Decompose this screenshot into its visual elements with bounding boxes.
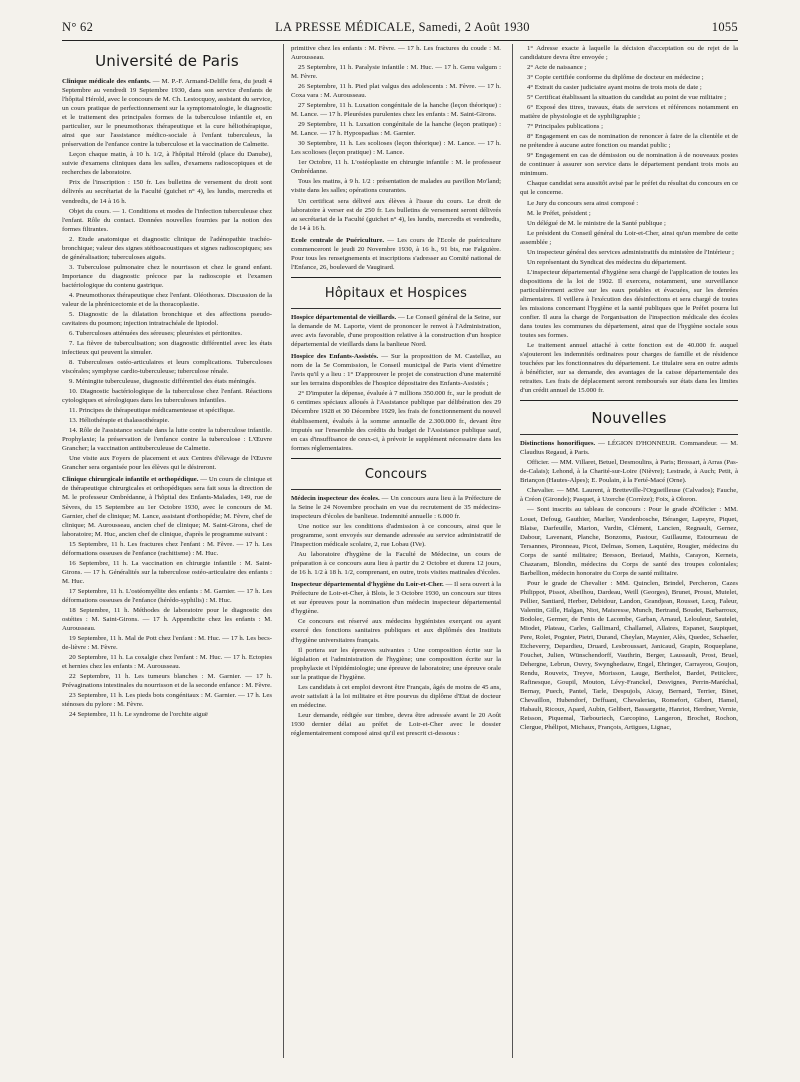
- article-heading: [291, 236, 501, 272]
- paragraph: Tous les matins, à 9 h. 1/2 : présentation de malades au pavillon Mo'land; visite dans les salles; opérations courantes.: [291, 178, 501, 195]
- section-rule: [291, 489, 501, 490]
- section-title-universite: Université de Paris: [95, 52, 239, 70]
- paragraph: — Sont inscrits au tableau de concours : Pour le grade d'Officier : MM. Louet, Defoug, Gauthier, Marlier, Vandenbosche, Béranger, Lapeyre, Piquet, Blaise, Darfeuille, Marion, Vardin, Clément, Lancien, Regnault, Gernez, Dabour, Lavenant, Planche, Bonzoms, Pastour, Guillaume, Estourneau de Tersannes, Pironneau, Picot, Delmas, Somen, Laquière, Rougier, médecins du Corps de santé militaire; Bresson, Breiaud, Mathis, Carayon, Kerneis, Chazaram, Blondin, médecins du Corps de santé des troupes coloniales; Barbellion, médecin honoraire du Corps de santé militaire.: [520, 506, 738, 577]
- paragraph: Au laboratoire d'hygiène de la Faculté de Médecine, un cours de préparation à ce concours aura lieu à partir du 2 Octobre et durera 12 jours, de 16 h. 1/2 à 18 h. 1/2, comprenant, en outre, trois visites matinales d'écoles.: [291, 551, 501, 577]
- paragraph: Un représentant du Syndicat des médecins du département.: [527, 258, 687, 266]
- article-lead: — Sur la proposition de M. Castellaz, au nom de la 5e Commission, le Conseil municipal de Paris vient d'émettre l'avis qu'il y a lieu : 1° D'approuver le projet de construction d'une maternité sur les terrains disponibles de l'hospice dépositaire des Enfants-Assistés ;: [291, 353, 501, 388]
- paragraph: M. le Préfet, président ;: [527, 209, 591, 217]
- paragraph: 20 Septembre, 11 h. La coxalgie chez l'enfant : M. Huc. — 17 h. Ectopies et hernies chez les enfants : M. Aurousseau.: [62, 654, 272, 671]
- heading-text: Distinctions honorifiques.: [520, 440, 596, 448]
- article-heading: [520, 439, 738, 457]
- list-item: 4° Extrait du casier judiciaire ayant moins de trois mois de date ;: [527, 84, 702, 92]
- article-heading: [291, 580, 501, 616]
- heading-text: Inspecteur départemental d'hygiène du Loir-et-Cher.: [291, 581, 444, 589]
- article-lead: — Un concours aura lieu à la Préfecture de la Seine le 24 Novembre prochain en vue du recrutement de 35 médecins-inspecteurs d'écoles de banlieue. Indemnité annuelle : 6.000 fr.: [291, 495, 501, 521]
- section-rule: [291, 277, 501, 278]
- column-divider: [512, 44, 513, 1058]
- paragraph: Pour le grade de Chevalier : MM. Quinclen, Brindel, Percheron, Cazes Philippot, Pissot, Abeilhou, Dardeau, Weill (Georges), Brunet, Proust, Mutelet, Pellier, Santiard, Herber, Debidour, Landon, Grandjean, Rousset, Lecq, Faleur, Valentin, Gille, Halgan, Niot, Maisresse, Munch, Bertrand, Boudet, Barbarroux, Bodolec, Germer, de Fenis de Lacombe, Garban, Arnaud, Lelouleur, Sautelet, Miodet, Plateau, Carles, Gallimard, Challamel, Allaires, Espanet, Saupiquet, Pere, Rolet, Pognier, Pietri, Durand, Cheylan, Maynier, Alès, Quedec, Schaefer, Etcheverry, Depardieu, Druard, Lesbroussart, Janicaud, Grapin, Roqueplane, Fouchet, Julien, Wünschendorff, Vauthrin, Berger, Laussault, Prost, Bruel, Dehergne, Lebrun, Ouvry, Swynghedauw, Engel, Ehringer, Carrayrou, Goujon, Rendu, Rouveix, Treyve, Morisson, Lauge, Berthelot, Bardet, Petitclerc, Rafinesque, Goupil, Mouton, Lévy-Franckel, Desvignes, Perrin-Maréchal, Bernay, Puech, Pantel, Tarle, Despujols, Aicay, Bernard, Terrier, Binet, Chevaillon, Hubendorf, Deffuant, Chevalerias, Romefort, Gibert, Hamel, Habault, Ricoux, Apard, Aubin, Gelibert, Bassargette, Hanriot, Herdner, Vernie, Reisson, Piquemal, Tarbouriech, Carcopino, Langeron, Brochet, Rochon, Clergue, Phélipot, Michaux, François, Artigues, Lignac,: [520, 579, 738, 732]
- paragraph: 22 Septembre, 11 h. Les tumeurs blanches : M. Garnier. — 17 h. Prévaginations intestinales du nourrisson et de la seconde enfance : M. Fèvre.: [62, 673, 272, 690]
- paragraph: Leçon chaque matin, à 10 h. 1/2, à l'hôpital Hérold (place du Danube), suivie d'examens cliniques dans les salles, d'examens radioscopiques et de recherches de laboratoire.: [62, 151, 272, 177]
- paragraph: 15 Septembre, 11 h. Les fractures chez l'enfant : M. Fèvre. — 17 h. Les déformations osseuses de l'enfance (rachitisme) : M. Huc.: [62, 540, 272, 557]
- article-heading: [62, 77, 272, 149]
- article-lead: — Les cours de l'Ecole de puériculture commenceront le jeudi 20 Novembre 1930, à 16 h., 91 bis, rue Falguière. Pour tous les renseignements et inscriptions s'adresser au Comité national de l'Enfance, 26, boulevard de Vaugirard.: [291, 236, 501, 271]
- paragraph: Chaque candidat sera aussitôt avisé par le préfet du résultat du concours en ce qui le concerne.: [520, 180, 738, 197]
- paragraph: 1er Octobre, 11 h. L'ostéoplastie en chirurgie infantile : M. le professeur Ombrédanne.: [291, 159, 501, 176]
- paragraph: 17 Septembre, 11 h. L'ostéomyélite des enfants : M. Garnier. — 17 h. Les déformations osseuses de l'enfance (hérédo-syphilis) : M. Huc.: [62, 587, 272, 604]
- list-item: 1° Adresse exacte à laquelle la décision d'acceptation ou de rejet de la candidature devra être envoyée ;: [520, 45, 738, 62]
- section-rule: [520, 434, 738, 435]
- article-lead: — Il sera ouvert à la Préfecture de Loir-et-Cher, à Blois, le 3 Octobre 1930, un concours sur titres et sur épreuves pour la nomination d'un médecin inspecteur départemental d'hygiène.: [291, 581, 501, 616]
- paragraph: 25 Septembre, 11 h. Paralysie infantile : M. Huc. — 17 h. Genu valgum : M. Fèvre.: [291, 64, 501, 81]
- paragraph: 11. Principes de thérapeutique médicamenteuse et spécifique.: [69, 407, 235, 415]
- section-rule: [291, 308, 501, 309]
- paragraph: Ce concours est réservé aux médecins hygiénistes exerçant ou ayant exercé des fonctions sanitaires publiques et aux diplômés des Instituts d'hygiène universitaires français.: [291, 618, 501, 644]
- paragraph: Le président du Conseil général du Loir-et-Cher, ainsi qu'un membre de cette assemblée ;: [520, 229, 738, 246]
- article-lead: — M. P.-F. Armand-Delille fera, du jeudi 4 Septembre au vendredi 19 Septembre 1930, dans son service d'enfants de l'hôpital Hérold, avec le concours de M. Ch. Lestocquoy, assistant du service, un cours pratique de perfectionnement sur la symptomatologie, le diagnostic et le traitement des principales formes de la tuberculose infantile et, en particulier, sur le pneumothorax thérapeutique et la cure héliothérapique, ainsi que sur l'assistance médico-sociale à l'enfant tuberculeux, la préservation de l'enfance contre la tuberculose et la vaccination de Calmette.: [62, 78, 272, 149]
- paragraph: Un délégué de M. le ministre de la Santé publique ;: [527, 219, 666, 227]
- paragraph: Officier. — MM. Villaret, Betuel, Desmoulins, à Paris; Brossart, à Arras (Pas-de-Calais); Lehond, à la Charité-sur-Loire (Nièvre); Lestrade, à Auch; Petit, à Briançon (Hautes-Alpes); E. Poulain, à la Ferté-Macé (Orne).: [520, 459, 738, 485]
- paragraph: 26 Septembre, 11 h. Pied plat valgus des adolescents : M. Fèvre. — 17 h. Coxa vara : M. Aurousseau.: [291, 83, 501, 100]
- paragraph: 8. Tuberculoses ostéo-articulaires et leurs complications. Tuberculoses viscérales; symphyse cardio-tuberculeuse; tuberculose rénale.: [62, 359, 272, 376]
- article-heading: [291, 352, 501, 388]
- paragraph: Une notice sur les conditions d'admission à ce concours, ainsi que le programme, sont envoyés sur demande adressée au service administratif de l'Inspection médicale scolaire, 2, rue Lobau (IVe).: [291, 523, 501, 549]
- article-heading: [62, 475, 272, 538]
- paragraph: Le Jury du concours sera ainsi composé :: [527, 199, 639, 207]
- paragraph: L'inspecteur départemental d'hygiène sera chargé de l'application de toutes les dispositions de la loi de 1902. Il exercera, notamment, une surveillance particulièrement active sur les eaux potables et évacuées, sur les denrées alimentaires. Il veillera à l'exécution des désinfections et sera chargé de toutes les missions concernant l'hygiène et la santé publiques que le Préfet pourra lui confier. Il aura la charge de l'organisation de l'inspection médicale des écoles dans toutes les communes du département, ainsi que de l'hygiène sociale sous toutes ses formes.: [520, 268, 738, 339]
- column-divider: [283, 44, 284, 1058]
- section-title-concours: Concours: [364, 466, 428, 482]
- section-title-nouvelles: Nouvelles: [591, 409, 667, 428]
- paragraph: primitive chez les enfants : M. Fèvre. — 17 h. Les fractures du coude : M. Aurousseau.: [291, 45, 501, 62]
- paragraph: Le traitement annuel attaché à cette fonction est de 40.000 fr. auquel s'ajouteront les indemnités ordinaires pour charges de famille et de résidence touchées par les fonctionnaires du département. Le titulaire sera en outre admis à bénéficier, sur sa demande, des avantages de la caisse départementale des retraites. Les frais de déplacement seront remboursés sur états dans les limites d'un crédit annuel de 15.000 fr.: [520, 341, 738, 395]
- paragraph: Prix de l'inscription : 150 fr. Les bulletins de versement du droit sont délivrés au secrétariat de la Faculté (guichet n° 4), les lundis, mercredis et vendredis, de 14 à 16 h.: [62, 179, 272, 205]
- article-heading: [291, 313, 501, 349]
- paragraph: 29 Septembre, 11 h. Luxation congénitale de la hanche (leçon pratique) : M. Lance. — 17 h. Hypospadias : M. Garnier.: [291, 121, 501, 138]
- paragraph: 4. Pneumothorax thérapeutique chez l'enfant. Oléothorax. Discussion de la valeur de la phrénicectomie et de la thoracoplastie.: [62, 291, 272, 308]
- paragraph: 27 Septembre, 11 h. Luxation congénitale de la hanche (leçon théorique) : M. Lance. — 17 h. Pleurésies purulentes chez les enfants : M. Saint-Girons.: [291, 102, 501, 119]
- paragraph: 6. Tuberculoses atténuées des séreuses; pleurésies et péritonites.: [69, 329, 243, 337]
- journal-title: LA PRESSE MÉDICALE, Samedi, 2 Août 1930: [275, 20, 530, 34]
- paragraph: Objet du cours. — 1. Conditions et modes de l'infection tuberculeuse chez l'enfant. Rôle du contact. Données nouvelles fournies par la notion des formes filtrantes.: [62, 207, 272, 233]
- heading-text: Ecole centrale de Puériculture.: [291, 236, 385, 244]
- column-2: [291, 44, 501, 1062]
- heading-text: Hospice des Enfants-Assistés.: [291, 353, 379, 361]
- header-rule: [62, 40, 738, 41]
- article-heading: [291, 494, 501, 521]
- paragraph: 10. Diagnostic bactériologique de la tuberculose chez l'enfant. Réactions cytologiques et sérologiques dans les tuberculoses infantiles.: [62, 388, 272, 405]
- article-lead: — LÉGION D'HONNEUR. Commandeur. — M. Claudius Regaud, à Paris.: [520, 440, 738, 457]
- list-item: 5° Certificat établissant la situation du candidat au point de vue militaire ;: [527, 94, 727, 102]
- paragraph: 18 Septembre, 11 h. Méthodes de laboratoire pour le diagnostic des ostéites : M. Saint-Girons. — 17 h. Appendicite chez les enfants : M. Aurousseau.: [62, 606, 272, 632]
- paragraph: Chevalier. — MM. Laurent, à Bretteville-l'Orgueilleuse (Calvados); Fauche, à Créon (Gironde); Pasquet, à Uzerche (Corrèze); Foix, à Oloron.: [520, 487, 738, 504]
- list-item: 9° Engagement en cas de démission ou de nomination à de nouveaux postes de continuer à assurer son service dans le département pendant trois mois au minimum.: [520, 152, 738, 178]
- paragraph: 7. La fièvre de tuberculisation; son diagnostic différentiel avec les états infectieux qui peuvent la simuler.: [62, 339, 272, 356]
- paragraph: 24 Septembre, 11 h. Le syndrome de l'orchite aiguë: [69, 711, 208, 719]
- paragraph: Il portera sur les épreuves suivantes : Une composition écrite sur la législation et l'administration de l'hygiène; une composition écrite sur la prophylaxie et l'épidémiologie; une épreuve de laboratoire; une épreuve orale sur la pratique de l'hygiène.: [291, 646, 501, 681]
- article-lead: — Le Conseil général de la Seine, sur la demande de M. Laporte, vient de prononcer le renvoi à l'Administration, avec avis favorable, d'une proposition relative à la construction d'un hospice départemental de vieillards dans la banlieue Nord.: [291, 314, 501, 349]
- folio: 1055: [711, 20, 738, 34]
- list-item: 7° Principales publications ;: [527, 123, 604, 131]
- section-rule: [291, 458, 501, 459]
- paragraph: 2. Etude anatomique et diagnostic clinique de l'adénopathie trachéo-bronchique; valeur des signes stéthoacoustiques et signes radioscopiques; ses de généralisation; tuberculoses aiguës.: [62, 235, 272, 261]
- heading-text: Clinique chirurgicale infantile et orthopédique.: [62, 476, 199, 484]
- heading-text: Médecin inspecteur des écoles.: [291, 495, 380, 503]
- list-item: 3° Copie certifiée conforme du diplôme de docteur en médecine ;: [527, 74, 704, 82]
- paragraph: 30 Septembre, 11 h. Les scolioses (leçon théorique) : M. Lance. — 17 h. Les scolioses (leçon pratique) : M. Lance.: [291, 140, 501, 157]
- paragraph: Un certificat sera délivré aux élèves à l'issue du cours. Le droit de laboratoire à verser est de 250 fr. Les bulletins de versement seront délivrés au secrétariat de la Faculté (guichet n° 4), les lundis, mercredis et vendredis, de 14 à 16 h.: [291, 197, 501, 232]
- list-item: 6° Exposé des titres, travaux, états de services et références notamment en matière de physiologie et de syphiligraphie ;: [520, 104, 738, 121]
- section-title-hopitaux: Hôpitaux et Hospices: [324, 285, 468, 301]
- page-header: [62, 20, 738, 38]
- section-rule: [520, 400, 738, 401]
- paragraph: 2° D'imputer la dépense, évaluée à 7 millions 350.000 fr., sur le produit de 6 centimes spéciaux alloués à l'Assistance publique par délibération des 29 Décembre 1928 et 30 Décembre 1929, les frais de fonctionnement du nouvel établissement, évalués à la somme annuelle de 2.300.000 fr., devant être imputés sur l'ensemble des crédits du budget de l'Assistance publique sauf, en cas d'insuffisance de ceux-ci, à prévoir le supplément nécessaire dans les formes réglementaires.: [291, 390, 501, 452]
- paragraph: Les candidats à cet emploi devront être Français, âgés de moins de 45 ans, avoir satisfait à la loi militaire et être pourvus du diplôme d'Etat de docteur en médecine.: [291, 683, 501, 709]
- article-lead: — Un cours de clinique et de thérapeutique chirurgicales et orthopédiques sera fait sous la direction de M. le professeur Ombrédanne, à l'hôpital des Enfants-Malades, 149, rue de Sèvres, du 15 Septembre au 1er Octobre 1930, avec le concours de M. Garnier, chef de clinique; M. Lance, assistant d'orthopédie; M. Fèvre, chef de clinique; M. Aurousseau, ancien chef de clinique; M. Saint-Girons, chef de laboratoire; M. Huc, ancien chef de clinique, d'après le programme suivant :: [62, 476, 272, 538]
- column-3: [520, 44, 738, 1062]
- page-number: N° 62: [62, 20, 94, 34]
- list-item: 2° Acte de naissance ;: [527, 64, 587, 72]
- paragraph: 3. Tuberculose pulmonaire chez le nourrisson et chez le grand enfant. Importance du diagnostic précoce par la radioscopie et l'examen bactériologique du contenu gastrique.: [62, 263, 272, 289]
- column-1: [62, 44, 272, 1062]
- paragraph: Une visite aux Foyers de placement et aux Centres d'élevage de l'Œuvre Grancher sera organisée pour les élèves qui le désireront.: [62, 455, 272, 472]
- paragraph: 23 Septembre, 11 h. Les pieds bots congénitaux : M. Garnier. — 17 h. Les sténoses du pylore : M. Fèvre.: [62, 692, 272, 709]
- list-item: 8° Engagement en cas de nomination de renoncer à faire de la clientèle et de ne prétendre à aucune autre fonction ou mandat public ;: [520, 133, 738, 150]
- paragraph: 9. Méningite tuberculeuse, diagnostic différentiel des états méningés.: [69, 378, 256, 386]
- heading-text: Clinique médicale des enfants.: [62, 78, 151, 86]
- paragraph: Un inspecteur général des services administratifs du ministère de l'Intérieur ;: [527, 248, 735, 256]
- paragraph: Leur demande, rédigée sur timbre, devra être adressée avant le 20 Août 1930 dernier délai au préfet de Loir-et-Cher avec le dossier réglementairement composé ainsi qu'il est prescrit ci-dessous :: [291, 711, 501, 737]
- paragraph: 13. Héliothérapie et thalassothérapie.: [69, 417, 170, 425]
- paragraph: 5. Diagnostic de la dilatation bronchique et des affections pseudo-cavitaires du poumon; injection intratrachéale de lipiodol.: [62, 310, 272, 327]
- paragraph: 19 Septembre, 11 h. Mal de Pott chez l'enfant : M. Huc. — 17 h. Les becs-de-lièvre : M. Fèvre.: [62, 634, 272, 651]
- paragraph: 14. Rôle de l'assistance sociale dans la lutte contre la tuberculose infantile. Prophylaxie; la préservation de l'enfance contre la tuberculose : L'Œuvre Grancher; la vaccination antituberculeuse de Calmette.: [62, 427, 272, 453]
- heading-text: Hospice départemental de vieillards.: [291, 314, 397, 322]
- paragraph: 16 Septembre, 11 h. La vaccination en chirurgie infantile : M. Saint-Girons. — 17 h. Généralités sur la tuberculose ostéo-articulaire des enfants : M. Huc.: [62, 559, 272, 585]
